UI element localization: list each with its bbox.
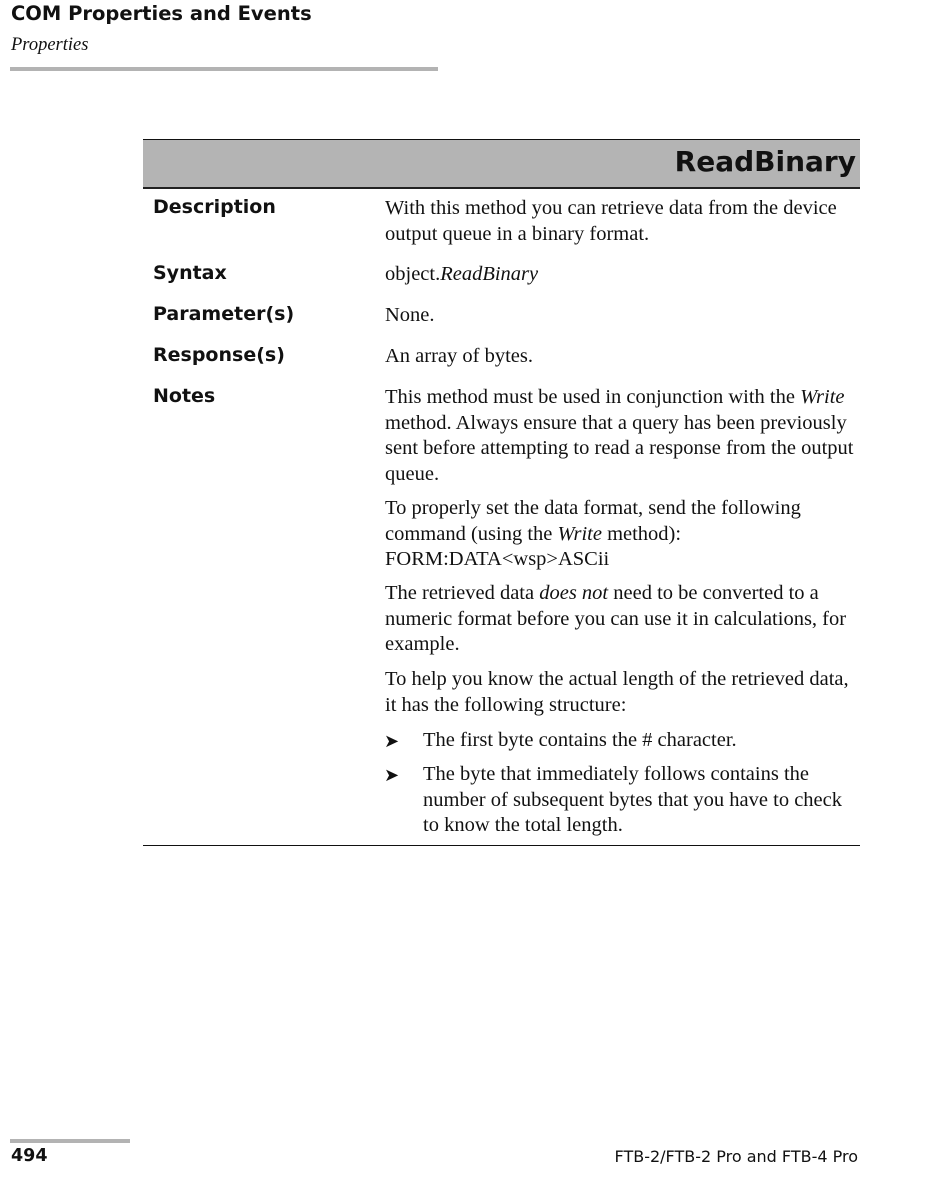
method-title-bar [143,140,860,189]
table-bottom-rule [143,845,860,846]
notes-paragraph: To properly set the data format, send the following command (using the Write method): FORM:DATA<wsp>ASCii [385,497,801,571]
parameters-text: None. [385,304,435,326]
notes-paragraph: To help you know the actual length of the retrieved data, it has the following structure: [385,668,849,716]
page-number: 494 [11,1146,48,1166]
footer-rule [10,1139,130,1143]
arrowhead-right-icon: ➤ [384,731,400,752]
notes-paragraph: The retrieved data does not need to be converted to a numeric format before you can use it in calculations, for example. [385,582,847,656]
row-label-description: Description [153,196,276,218]
product-name: FTB-2/FTB-2 Pro and FTB-4 Pro [614,1147,858,1166]
description-text: With this method you can retrieve data from the device output queue in a binary format. [385,197,837,245]
row-label-responses: Response(s) [153,344,285,366]
chapter-title: COM Properties and Events [11,2,312,25]
notes-paragraph: This method must be used in conjunction with the Write method. Always ensure that a query has been previously sent before attempting to read a response from the output queue. [385,386,854,485]
section-title: Properties [11,35,89,55]
row-label-syntax: Syntax [153,262,227,284]
header-rule [10,67,438,71]
method-table [143,139,860,189]
row-label-notes: Notes [153,385,216,407]
bullet-item: The first byte contains the # character. [423,729,737,751]
method-name: ReadBinary [674,145,856,178]
row-label-parameters: Parameter(s) [153,303,295,325]
syntax-text: object.ReadBinary [385,263,539,285]
responses-text: An array of bytes. [385,345,534,367]
bullet-item: The byte that immediately follows contains the number of subsequent bytes that you have to check to know the total length. [423,763,842,837]
arrowhead-right-icon: ➤ [384,765,400,786]
